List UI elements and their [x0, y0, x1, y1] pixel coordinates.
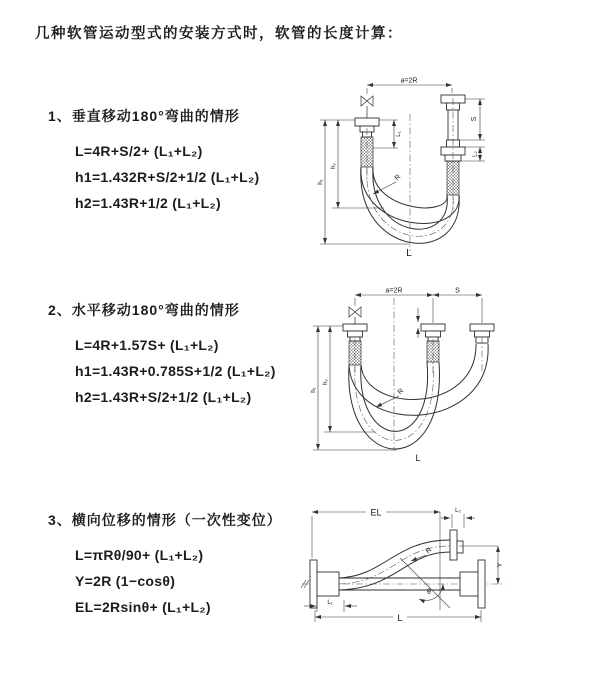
dim-s: [433, 288, 482, 324]
angle-callout: [419, 584, 443, 601]
diagram-lateral-displacement: [300, 498, 600, 658]
formula-s2-h1: h1=1.43R+0.785S+1/2 (L₁+L₂): [75, 363, 276, 379]
valve-icon: [349, 307, 361, 324]
dim-label-y: Y: [497, 562, 504, 568]
formula-s1-L: L=4R+S/2+ (L₁+L₂): [75, 143, 203, 159]
dim-label-r: R: [396, 387, 406, 397]
formula-s2-L: L=4R+1.57S+ (L₁+L₂): [75, 337, 219, 353]
left-flange: [343, 324, 367, 341]
dim-label-h2: h₂: [331, 163, 337, 169]
dim-label-l: L: [406, 248, 412, 259]
dim-y: [497, 546, 504, 584]
displaced-flange: [450, 530, 463, 560]
dim-s: [460, 99, 485, 140]
dim-label-theta: θ: [427, 589, 431, 596]
page-title: 几种软管运动型式的安装方式时，软管的长度计算：: [35, 26, 403, 42]
section-2-heading: 2、水平移动180°弯曲的情形: [48, 302, 240, 318]
middle-flange: [421, 324, 445, 341]
diagram-horizontal-180-bend: [305, 280, 600, 465]
left-flange: [310, 560, 339, 608]
dim-label-h1: h₁: [318, 179, 324, 185]
dim-el: [312, 508, 440, 559]
right-flange: [460, 560, 485, 608]
radius-callout: [376, 388, 405, 407]
section-1: [48, 106, 318, 216]
dim-l: [315, 610, 481, 624]
dim-label-a2r: a=2R: [385, 287, 403, 295]
dim-a-2r: [367, 78, 452, 95]
dim-label-s: S: [471, 116, 478, 122]
valve-icon: [361, 96, 373, 106]
section-2: [48, 300, 318, 410]
formula-s3-EL: EL=2Rsinθ+ (L₁+L₂): [75, 599, 211, 615]
formula-s3-Y: Y=2R (1−cosθ): [75, 573, 176, 589]
dim-label-s: S: [455, 287, 460, 295]
dim-label-el: EL: [370, 507, 382, 518]
dim-label-l2: L₂: [472, 151, 479, 157]
hose-u-bends: [349, 344, 488, 449]
dim-label-l2: L₂: [455, 508, 461, 514]
dim-l2: [441, 508, 475, 528]
section-3-heading: 3、横向位移的情形（一次性变位）: [48, 512, 282, 528]
diagram-vertical-180-bend: [312, 68, 600, 268]
dim-label-l: L: [415, 453, 421, 463]
formula-s1-h2: h2=1.43R+1/2 (L₁+L₂): [75, 195, 222, 211]
dim-label-h1: h₁: [311, 387, 317, 393]
section-3: [48, 510, 318, 620]
dim-label-h2: h₂: [323, 379, 329, 385]
dim-label-r: R: [393, 173, 403, 183]
dim-label-a2r: a=2R: [400, 77, 418, 85]
formula-s2-h2: h2=1.43R+S/2+1/2 (L₁+L₂): [75, 389, 252, 405]
centerlines: [367, 98, 453, 251]
section-1-heading: 1、垂直移动180°弯曲的情形: [48, 108, 240, 124]
dim-label-l1: L₁: [396, 131, 402, 137]
radius-callout: [373, 174, 402, 194]
dim-label-r: R: [424, 546, 434, 556]
dim-label-l1: L₁: [327, 600, 333, 606]
formula-s3-L: L=πRθ/90+ (L₁+L₂): [75, 547, 204, 563]
centerlines: [355, 298, 482, 450]
formula-s1-h1: h1=1.432R+S/2+1/2 (L₁+L₂): [75, 169, 260, 185]
dim-label-l: L: [397, 613, 403, 624]
